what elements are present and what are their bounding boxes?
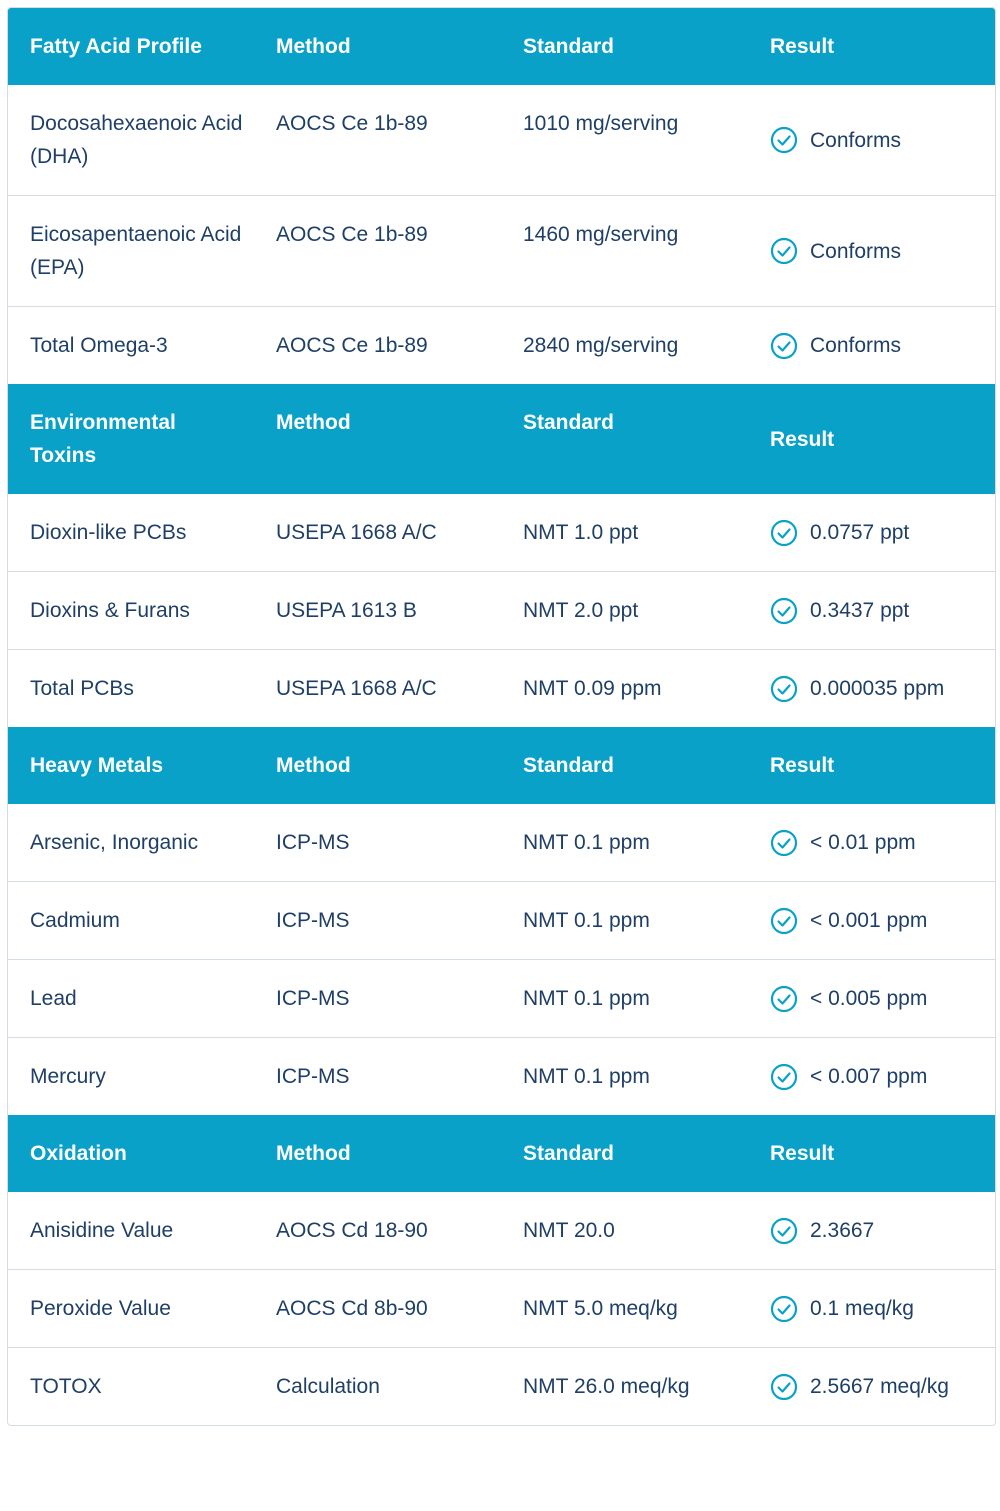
- result-cell: [748, 329, 995, 362]
- method-cell: ICP-MS: [276, 909, 350, 932]
- result-value: < 0.007 ppm: [810, 1065, 928, 1088]
- method-cell: USEPA 1668 A/C: [276, 521, 437, 544]
- result-cell: [748, 594, 995, 627]
- result-value: 2.5667 meq/kg: [810, 1375, 949, 1398]
- table-row: [8, 649, 995, 727]
- result-cell: [748, 1214, 995, 1247]
- analyte-cell: Anisidine Value: [30, 1219, 174, 1242]
- standard-header: Standard: [523, 411, 615, 434]
- table-row: [8, 959, 995, 1037]
- analyte-cell: Docosahexaenoic Acid (DHA): [30, 112, 243, 168]
- table-row: [8, 881, 995, 959]
- method-cell: AOCS Cd 18-90: [276, 1219, 428, 1242]
- standard-cell: NMT 26.0 meq/kg: [523, 1375, 690, 1398]
- check-circle-icon: [770, 1217, 798, 1245]
- result-cell: [748, 982, 995, 1015]
- analyte-cell: Total PCBs: [30, 677, 134, 700]
- result-value: 0.0757 ppt: [810, 521, 910, 544]
- method-cell: USEPA 1613 B: [276, 599, 417, 622]
- table-row: [8, 1347, 995, 1425]
- check-circle-icon: [770, 597, 798, 625]
- result-cell: [748, 1292, 995, 1325]
- analyte-cell: Lead: [30, 987, 77, 1010]
- method-cell: ICP-MS: [276, 1065, 350, 1088]
- analyte-cell: Eicosapentaenoic Acid (EPA): [30, 223, 242, 279]
- table-row: [8, 195, 995, 306]
- section-header: [8, 1115, 995, 1192]
- table-row: [8, 494, 995, 571]
- section-header: [8, 8, 995, 85]
- check-circle-icon: [770, 1373, 798, 1401]
- result-value: Conforms: [810, 128, 902, 152]
- standard-cell: NMT 0.1 ppm: [523, 909, 650, 932]
- analyte-cell: Dioxin-like PCBs: [30, 521, 187, 544]
- check-circle-icon: [770, 675, 798, 703]
- standard-cell: 2840 mg/serving: [523, 334, 679, 357]
- result-value: < 0.001 ppm: [810, 909, 928, 932]
- method-header: Method: [276, 411, 351, 434]
- table-row: [8, 1037, 995, 1115]
- result-cell: [748, 107, 995, 173]
- category-header: Oxidation: [30, 1142, 127, 1165]
- method-header: Method: [276, 754, 351, 777]
- standard-cell: NMT 0.09 ppm: [523, 677, 662, 700]
- result-cell: [748, 904, 995, 937]
- standard-cell: NMT 0.1 ppm: [523, 831, 650, 854]
- category-header: Fatty Acid Profile: [30, 35, 202, 58]
- result-value: 0.1 meq/kg: [810, 1297, 914, 1320]
- check-circle-icon: [770, 985, 798, 1013]
- result-value: 0.000035 ppm: [810, 677, 945, 700]
- method-cell: USEPA 1668 A/C: [276, 677, 437, 700]
- result-value: 2.3667: [810, 1219, 875, 1242]
- table-row: [8, 306, 995, 384]
- table-row: [8, 1269, 995, 1347]
- result-cell: [748, 1370, 995, 1403]
- table-row: [8, 1192, 995, 1269]
- analyte-cell: Dioxins & Furans: [30, 599, 190, 622]
- result-cell: [748, 218, 995, 284]
- category-header: Heavy Metals: [30, 754, 164, 777]
- section-header: [8, 727, 995, 804]
- result-header: Result: [770, 754, 835, 777]
- method-cell: AOCS Ce 1b-89: [276, 112, 428, 135]
- method-header: Method: [276, 35, 351, 58]
- table-row: [8, 571, 995, 649]
- result-value: Conforms: [810, 334, 902, 357]
- check-circle-icon: [770, 237, 798, 265]
- result-value: 0.3437 ppt: [810, 599, 910, 622]
- result-cell: [748, 1060, 995, 1093]
- method-cell: ICP-MS: [276, 987, 350, 1010]
- standard-cell: NMT 1.0 ppt: [523, 521, 639, 544]
- standard-cell: 1460 mg/serving: [523, 223, 679, 246]
- method-cell: Calculation: [276, 1375, 380, 1398]
- result-value: < 0.005 ppm: [810, 987, 928, 1010]
- standard-cell: NMT 5.0 meq/kg: [523, 1297, 678, 1320]
- standard-cell: NMT 20.0: [523, 1219, 615, 1242]
- analyte-cell: Cadmium: [30, 909, 120, 932]
- check-circle-icon: [770, 332, 798, 360]
- method-cell: ICP-MS: [276, 831, 350, 854]
- analyte-cell: Total Omega-3: [30, 334, 168, 357]
- result-value: < 0.01 ppm: [810, 831, 916, 854]
- method-header: Method: [276, 1142, 351, 1165]
- standard-header: Standard: [523, 754, 615, 777]
- analyte-cell: TOTOX: [30, 1375, 102, 1398]
- check-circle-icon: [770, 1295, 798, 1323]
- result-value: Conforms: [810, 239, 902, 263]
- standard-cell: NMT 2.0 ppt: [523, 599, 639, 622]
- result-cell: [748, 826, 995, 859]
- check-circle-icon: [770, 907, 798, 935]
- result-cell: [748, 672, 995, 705]
- standard-header: Standard: [523, 1142, 615, 1165]
- check-circle-icon: [770, 519, 798, 547]
- check-circle-icon: [770, 829, 798, 857]
- analyte-cell: Mercury: [30, 1065, 106, 1088]
- check-circle-icon: [770, 126, 798, 154]
- analyte-cell: Peroxide Value: [30, 1297, 171, 1320]
- table-row: [8, 804, 995, 881]
- category-header: Environmental Toxins: [30, 411, 176, 467]
- standard-header: Standard: [523, 35, 615, 58]
- section-header: [8, 384, 995, 494]
- method-cell: AOCS Ce 1b-89: [276, 334, 428, 357]
- analyte-cell: Arsenic, Inorganic: [30, 831, 199, 854]
- standard-cell: NMT 0.1 ppm: [523, 1065, 650, 1088]
- table-row: [8, 85, 995, 195]
- result-header: Result: [770, 35, 835, 58]
- standard-cell: NMT 0.1 ppm: [523, 987, 650, 1010]
- result-header: Result: [770, 1142, 835, 1165]
- method-cell: AOCS Ce 1b-89: [276, 223, 428, 246]
- coa-results-table: [7, 7, 996, 1426]
- standard-cell: 1010 mg/serving: [523, 112, 679, 135]
- check-circle-icon: [770, 1063, 798, 1091]
- result-header: Result: [770, 427, 835, 451]
- method-cell: AOCS Cd 8b-90: [276, 1297, 428, 1320]
- result-cell: [748, 516, 995, 549]
